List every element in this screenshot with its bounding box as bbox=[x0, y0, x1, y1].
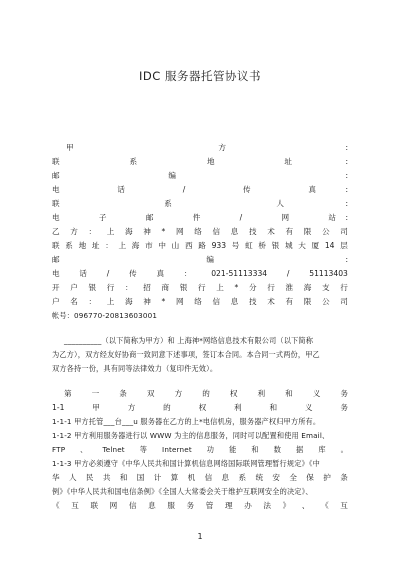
text-token: 邮 bbox=[52, 255, 60, 264]
text-token: 术 bbox=[267, 227, 275, 236]
text-token: 海 bbox=[125, 297, 133, 306]
party-a-address-label bbox=[52, 156, 292, 168]
text-token: 方 bbox=[70, 227, 78, 236]
text-token: 神 bbox=[143, 297, 151, 306]
text-token: 银 bbox=[179, 283, 188, 292]
text-token: 一 bbox=[91, 389, 100, 398]
party-b-address-row bbox=[52, 240, 348, 252]
text-token: 机 bbox=[187, 473, 196, 482]
text-token: 司 bbox=[340, 297, 348, 306]
text-token: 务 bbox=[340, 389, 348, 398]
text-token: 人 bbox=[276, 199, 284, 208]
text-token: 神 bbox=[143, 227, 151, 236]
text-token: 等 bbox=[139, 445, 148, 454]
text-token: 市 bbox=[145, 241, 153, 250]
text-token: 的 bbox=[163, 403, 171, 412]
clause-1-1-2-line-1: 1-1-2 甲方利用服务器进行以 WWW 为主的信息服务，同时可以配置和使用 Email、 bbox=[52, 431, 330, 440]
text-token: 的 bbox=[202, 389, 210, 398]
text-token: * bbox=[161, 227, 166, 236]
page-number: 1 bbox=[197, 532, 203, 541]
colon: : bbox=[345, 199, 348, 208]
text-token: 分 bbox=[248, 283, 257, 292]
text-token: 和 bbox=[119, 473, 128, 482]
text-token: 限 bbox=[303, 227, 312, 236]
text-token: 《 bbox=[52, 501, 60, 510]
text-token: 息 bbox=[221, 473, 230, 482]
colon: : bbox=[345, 213, 348, 222]
text-token: 021-51113334 bbox=[211, 269, 268, 278]
text-token: 权 bbox=[198, 403, 207, 412]
text-token: 管 bbox=[205, 501, 214, 510]
text-token: 话 bbox=[117, 185, 125, 194]
text-token: 网 bbox=[175, 297, 184, 306]
text-token: 互 bbox=[71, 501, 79, 510]
text-token: Internet bbox=[162, 445, 192, 454]
text-token: 行 bbox=[106, 283, 115, 292]
text-token: 办 bbox=[244, 501, 252, 510]
text-token: 有 bbox=[285, 297, 294, 306]
text-token: 息 bbox=[148, 501, 156, 510]
clause-1-1-3-line-1: 1-1-3 甲方必须遵守《中华人民共和国计算机信息网络国际联网管理暂行规定》《中 bbox=[52, 459, 320, 468]
text-token: 上 bbox=[106, 227, 115, 236]
text-token: 信 bbox=[204, 473, 213, 482]
text-token: 户 bbox=[52, 297, 60, 306]
party-a-label bbox=[66, 142, 226, 154]
party-a-email-label bbox=[52, 212, 336, 224]
text-token: 行 bbox=[198, 283, 206, 292]
text-token: 系 bbox=[164, 199, 172, 208]
text-token: 共 bbox=[102, 473, 111, 482]
text-token: 络 bbox=[194, 297, 202, 306]
text-token: 统 bbox=[255, 473, 264, 482]
party-b-name-row bbox=[52, 226, 348, 238]
text-token: 利 bbox=[234, 403, 242, 412]
text-token: 海 bbox=[303, 283, 312, 292]
text-token: 邮 bbox=[145, 213, 154, 222]
text-token: 1-1 bbox=[52, 403, 65, 412]
text-token: 银 bbox=[88, 283, 97, 292]
text-token: 层 bbox=[340, 241, 348, 250]
clause-1-1-1: 1-1-1 甲方托管___台___u 服务器在乙方的上*电信机房，服务器产权归甲方所有。 bbox=[52, 417, 321, 426]
text-token: ： bbox=[183, 269, 192, 278]
text-token: 息 bbox=[230, 297, 239, 306]
text-token: 条 bbox=[340, 473, 348, 482]
text-token: 信 bbox=[212, 297, 221, 306]
party-b-postcode-label bbox=[52, 254, 214, 266]
text-token: 据 bbox=[296, 445, 304, 454]
text-token: 件 bbox=[192, 213, 201, 222]
party-a-address-row bbox=[52, 156, 348, 168]
colon: : bbox=[345, 157, 348, 166]
text-token: 海 bbox=[125, 227, 133, 236]
text-token: 人 bbox=[68, 473, 77, 482]
text-token: 功 bbox=[206, 445, 215, 454]
party-a-contact-label bbox=[52, 198, 284, 210]
text-token: 桥 bbox=[258, 241, 266, 250]
party-b-postcode-row bbox=[52, 254, 348, 266]
article-1-heading bbox=[64, 388, 348, 400]
text-token: 全 bbox=[289, 473, 297, 482]
text-token: 联 bbox=[52, 241, 60, 250]
party-a-postcode-row bbox=[52, 170, 348, 182]
text-token: 息 bbox=[230, 227, 239, 236]
text-token: 和 bbox=[285, 389, 293, 398]
text-token: 海 bbox=[131, 241, 140, 250]
text-token: 系 bbox=[65, 241, 73, 250]
text-token: 地 bbox=[78, 241, 87, 250]
text-token: 中 bbox=[158, 241, 166, 250]
text-token: 上 bbox=[106, 297, 115, 306]
text-token: 银 bbox=[271, 241, 280, 250]
party-a-label-row bbox=[52, 142, 348, 154]
text-token: 条 bbox=[119, 389, 127, 398]
party-b-bank-row bbox=[52, 282, 348, 294]
text-token: 务 bbox=[186, 501, 195, 510]
text-token: 服 bbox=[167, 501, 175, 510]
text-token: / bbox=[106, 269, 110, 278]
text-token: 法 bbox=[263, 501, 271, 510]
text-token: 、 bbox=[80, 445, 88, 454]
text-token: 编 bbox=[206, 255, 214, 264]
text-token: 理 bbox=[224, 501, 233, 510]
text-token: 公 bbox=[321, 297, 330, 306]
document-title: IDC 服务器托管协议书 bbox=[139, 69, 261, 83]
text-token: * bbox=[161, 297, 166, 306]
text-token: Telnet bbox=[102, 445, 125, 454]
text-token: 》 bbox=[282, 501, 291, 510]
text-token: 甲 bbox=[92, 403, 100, 412]
text-token: 电 bbox=[52, 213, 60, 222]
text-token: 电 bbox=[52, 185, 60, 194]
text-token: 护 bbox=[323, 473, 331, 482]
party-b-account-name-row bbox=[52, 296, 348, 308]
party-a-contact-row bbox=[52, 198, 348, 210]
text-token: 、 bbox=[301, 501, 310, 510]
text-token: 民 bbox=[85, 473, 94, 482]
text-token: 方 bbox=[218, 143, 226, 152]
text-token: 城 bbox=[284, 241, 293, 250]
clause-1-1-2-line-2 bbox=[52, 444, 348, 456]
text-token: 司 bbox=[340, 227, 348, 236]
colon: : bbox=[345, 255, 348, 264]
text-token: 上 bbox=[216, 283, 224, 292]
text-token: 编 bbox=[168, 171, 176, 180]
text-token: 淮 bbox=[285, 283, 294, 292]
colon: : bbox=[345, 185, 348, 194]
text-token: 传 bbox=[243, 185, 251, 194]
text-token: 利 bbox=[257, 389, 266, 398]
text-token: 。 bbox=[340, 445, 348, 454]
text-token: 山 bbox=[171, 241, 180, 250]
text-token: / bbox=[239, 213, 243, 222]
text-token: 址 bbox=[284, 157, 292, 166]
preamble-line-3: 双方各持一份，具有同等法律效力（复印件无效）。 bbox=[52, 364, 218, 373]
text-token: 算 bbox=[170, 473, 179, 482]
text-token: 方 bbox=[174, 389, 183, 398]
text-token: 站 bbox=[328, 213, 336, 222]
text-token: 联 bbox=[90, 501, 99, 510]
text-token: 厦 bbox=[311, 241, 320, 250]
text-token: 联 bbox=[52, 199, 60, 208]
text-token: ： bbox=[88, 227, 97, 236]
section-1-1-heading bbox=[52, 402, 348, 414]
text-token: 西 bbox=[184, 241, 193, 250]
text-token: 行 bbox=[267, 283, 275, 292]
party-a-postcode-label bbox=[52, 170, 176, 182]
text-token: 络 bbox=[194, 227, 202, 236]
text-token: 933 bbox=[211, 241, 227, 250]
text-token: 务 bbox=[340, 403, 348, 412]
text-token: 技 bbox=[248, 297, 257, 306]
text-token: 网 bbox=[109, 501, 118, 510]
text-token: 真 bbox=[308, 185, 316, 194]
text-token: 安 bbox=[272, 473, 280, 482]
text-token: 能 bbox=[229, 445, 237, 454]
text-token: 址 bbox=[91, 241, 100, 250]
text-token: 虹 bbox=[245, 241, 253, 250]
preamble-line-1 bbox=[52, 335, 348, 347]
text-token: 传 bbox=[129, 269, 137, 278]
text-token: 开 bbox=[52, 283, 60, 292]
text-token: 国 bbox=[136, 473, 145, 482]
text-token: 户 bbox=[70, 283, 78, 292]
text-token: 系 bbox=[129, 157, 138, 166]
text-token: 行 bbox=[340, 283, 348, 292]
party-b-phone-fax-row bbox=[52, 268, 348, 280]
text-token: 双 bbox=[146, 389, 155, 398]
text-token: 权 bbox=[229, 389, 238, 398]
text-token: 方 bbox=[127, 403, 136, 412]
text-token: 义 bbox=[304, 403, 313, 412]
text-token: 商 bbox=[161, 283, 170, 292]
text-token: 51113403 bbox=[309, 269, 348, 278]
text-token: 第 bbox=[64, 389, 72, 398]
clause-1-1-3-line-2 bbox=[52, 472, 348, 484]
text-token: 术 bbox=[267, 297, 275, 306]
text-token: 库 bbox=[318, 445, 326, 454]
text-token: 联 bbox=[52, 157, 60, 166]
text-token: * bbox=[234, 283, 239, 292]
text-token: 技 bbox=[248, 227, 257, 236]
text-token: 限 bbox=[303, 297, 312, 306]
text-token: 招 bbox=[143, 283, 151, 292]
text-token: 支 bbox=[321, 283, 330, 292]
text-token: 和 bbox=[251, 445, 259, 454]
party-a-blank: __________ bbox=[64, 336, 102, 345]
party-b-account-number: 帐号：096770-20813603001 bbox=[52, 311, 158, 320]
text-token: 上 bbox=[118, 241, 127, 250]
text-token: 公 bbox=[321, 227, 330, 236]
preamble-line-2: 为乙方），双方经友好协商一致同意下述事项，签订本合同。本合同一式两份，甲乙 bbox=[52, 350, 320, 359]
party-a-email-row bbox=[52, 212, 348, 224]
text-token: 地 bbox=[206, 157, 215, 166]
text-token: ： bbox=[105, 241, 113, 250]
text-token: 《 bbox=[321, 501, 329, 510]
text-token: 互 bbox=[340, 501, 348, 510]
text-token: / bbox=[286, 269, 290, 278]
text-token: 甲 bbox=[66, 143, 74, 152]
text-token: ： bbox=[88, 297, 97, 306]
party-a-phone-fax-row bbox=[52, 184, 348, 196]
text-token: 电 bbox=[52, 269, 60, 278]
text-token: 邮 bbox=[52, 171, 60, 180]
text-token: 乙 bbox=[52, 227, 60, 236]
text-token: 保 bbox=[306, 473, 314, 482]
text-token: 有 bbox=[285, 227, 294, 236]
text-token: / bbox=[182, 185, 186, 194]
text-token: 华 bbox=[52, 473, 60, 482]
text-token: 计 bbox=[153, 473, 162, 482]
text-token: 网 bbox=[175, 227, 184, 236]
text-token: 和 bbox=[269, 403, 278, 412]
text-token: 号 bbox=[231, 241, 240, 250]
text-token: 路 bbox=[198, 241, 206, 250]
text-token: 名 bbox=[70, 297, 78, 306]
text-token: 大 bbox=[298, 241, 306, 250]
colon: : bbox=[345, 143, 348, 152]
text-token: 信 bbox=[212, 227, 221, 236]
clause-1-1-3-line-4 bbox=[52, 500, 348, 512]
text-token: 真 bbox=[156, 269, 165, 278]
party-a-phone-fax-label bbox=[52, 184, 316, 196]
clause-1-1-3-line-3: 例》《中华人民共和国电信条例》《全国人大常委会关于维护互联网安全的决定》、 bbox=[52, 487, 313, 496]
preamble-text-1: （以下简称为甲方）和 上海神*网络信息技术有限公司（以下简称 bbox=[101, 336, 314, 345]
text-token: FTP bbox=[52, 445, 66, 454]
colon: : bbox=[345, 171, 348, 180]
text-token: 14 bbox=[324, 241, 335, 250]
text-token: 系 bbox=[238, 473, 247, 482]
text-token: 义 bbox=[312, 389, 321, 398]
text-token: 信 bbox=[128, 501, 137, 510]
text-token: 数 bbox=[273, 445, 282, 454]
text-token: 网 bbox=[281, 213, 290, 222]
text-token: ： bbox=[125, 283, 133, 292]
text-token: 话 bbox=[79, 269, 87, 278]
text-token: 子 bbox=[98, 213, 107, 222]
